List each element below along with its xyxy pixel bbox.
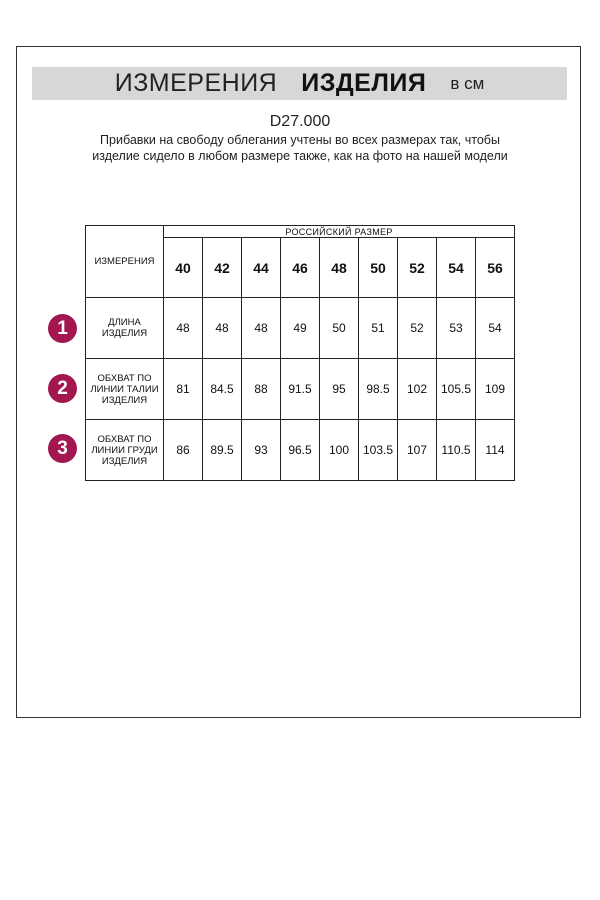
size-header: 56 bbox=[476, 238, 515, 298]
table-row bbox=[86, 298, 515, 359]
table-cell: 105.5 bbox=[437, 359, 476, 420]
row-label: ОБХВАТ ПО ЛИНИИ ТАЛИИ ИЗДЕЛИЯ bbox=[86, 359, 164, 420]
table-cell: 89.5 bbox=[203, 420, 242, 481]
size-header: 48 bbox=[320, 238, 359, 298]
table-cell: 95 bbox=[320, 359, 359, 420]
table-cell: 91.5 bbox=[281, 359, 320, 420]
size-header: 54 bbox=[437, 238, 476, 298]
table-cell: 48 bbox=[242, 298, 281, 359]
table-cell: 84.5 bbox=[203, 359, 242, 420]
table-cell: 102 bbox=[398, 359, 437, 420]
title-light: ИЗМЕРЕНИЯ bbox=[114, 69, 278, 97]
row-label: ДЛИНА ИЗДЕЛИЯ bbox=[86, 298, 164, 359]
table-row bbox=[86, 420, 515, 481]
table-cell: 98.5 bbox=[359, 359, 398, 420]
table-cell: 110.5 bbox=[437, 420, 476, 481]
size-header: 44 bbox=[242, 238, 281, 298]
badge-2: 2 bbox=[48, 374, 77, 403]
size-header: 50 bbox=[359, 238, 398, 298]
table-cell: 48 bbox=[164, 298, 203, 359]
table-cell: 54 bbox=[476, 298, 515, 359]
table-row bbox=[86, 359, 515, 420]
table-cell: 50 bbox=[320, 298, 359, 359]
size-header: 40 bbox=[164, 238, 203, 298]
title-bold: ИЗДЕЛИЯ bbox=[301, 69, 427, 97]
table-cell: 96.5 bbox=[281, 420, 320, 481]
table-cell: 88 bbox=[242, 359, 281, 420]
table-cell: 48 bbox=[203, 298, 242, 359]
title-unit: в см bbox=[450, 73, 485, 93]
table-cell: 51 bbox=[359, 298, 398, 359]
row-label: ОБХВАТ ПО ЛИНИИ ГРУДИ ИЗДЕЛИЯ bbox=[86, 420, 164, 481]
table-cell: 52 bbox=[398, 298, 437, 359]
table-cell: 100 bbox=[320, 420, 359, 481]
table-cell: 107 bbox=[398, 420, 437, 481]
measure-header: ИЗМЕРЕНИЯ bbox=[86, 226, 164, 298]
badge-1: 1 bbox=[48, 314, 77, 343]
title-banner bbox=[32, 67, 567, 100]
size-header: 52 bbox=[398, 238, 437, 298]
size-table bbox=[85, 225, 515, 481]
table-cell: 81 bbox=[164, 359, 203, 420]
size-group-header: РОССИЙСКИЙ РАЗМЕР bbox=[164, 226, 515, 238]
size-header: 46 bbox=[281, 238, 320, 298]
badge-3: 3 bbox=[48, 434, 77, 463]
table-cell: 49 bbox=[281, 298, 320, 359]
size-table-wrap bbox=[85, 225, 515, 481]
table-cell: 114 bbox=[476, 420, 515, 481]
fit-note: Прибавки на свободу облегания учтены во всех размерах так, чтобы изделие сидело в любом размере также, как на фото на нашей модели bbox=[92, 133, 508, 163]
table-cell: 93 bbox=[242, 420, 281, 481]
table-cell: 86 bbox=[164, 420, 203, 481]
table-cell: 109 bbox=[476, 359, 515, 420]
table-cell: 103.5 bbox=[359, 420, 398, 481]
table-cell: 53 bbox=[437, 298, 476, 359]
product-code: D27.000 bbox=[269, 113, 331, 130]
size-header: 42 bbox=[203, 238, 242, 298]
